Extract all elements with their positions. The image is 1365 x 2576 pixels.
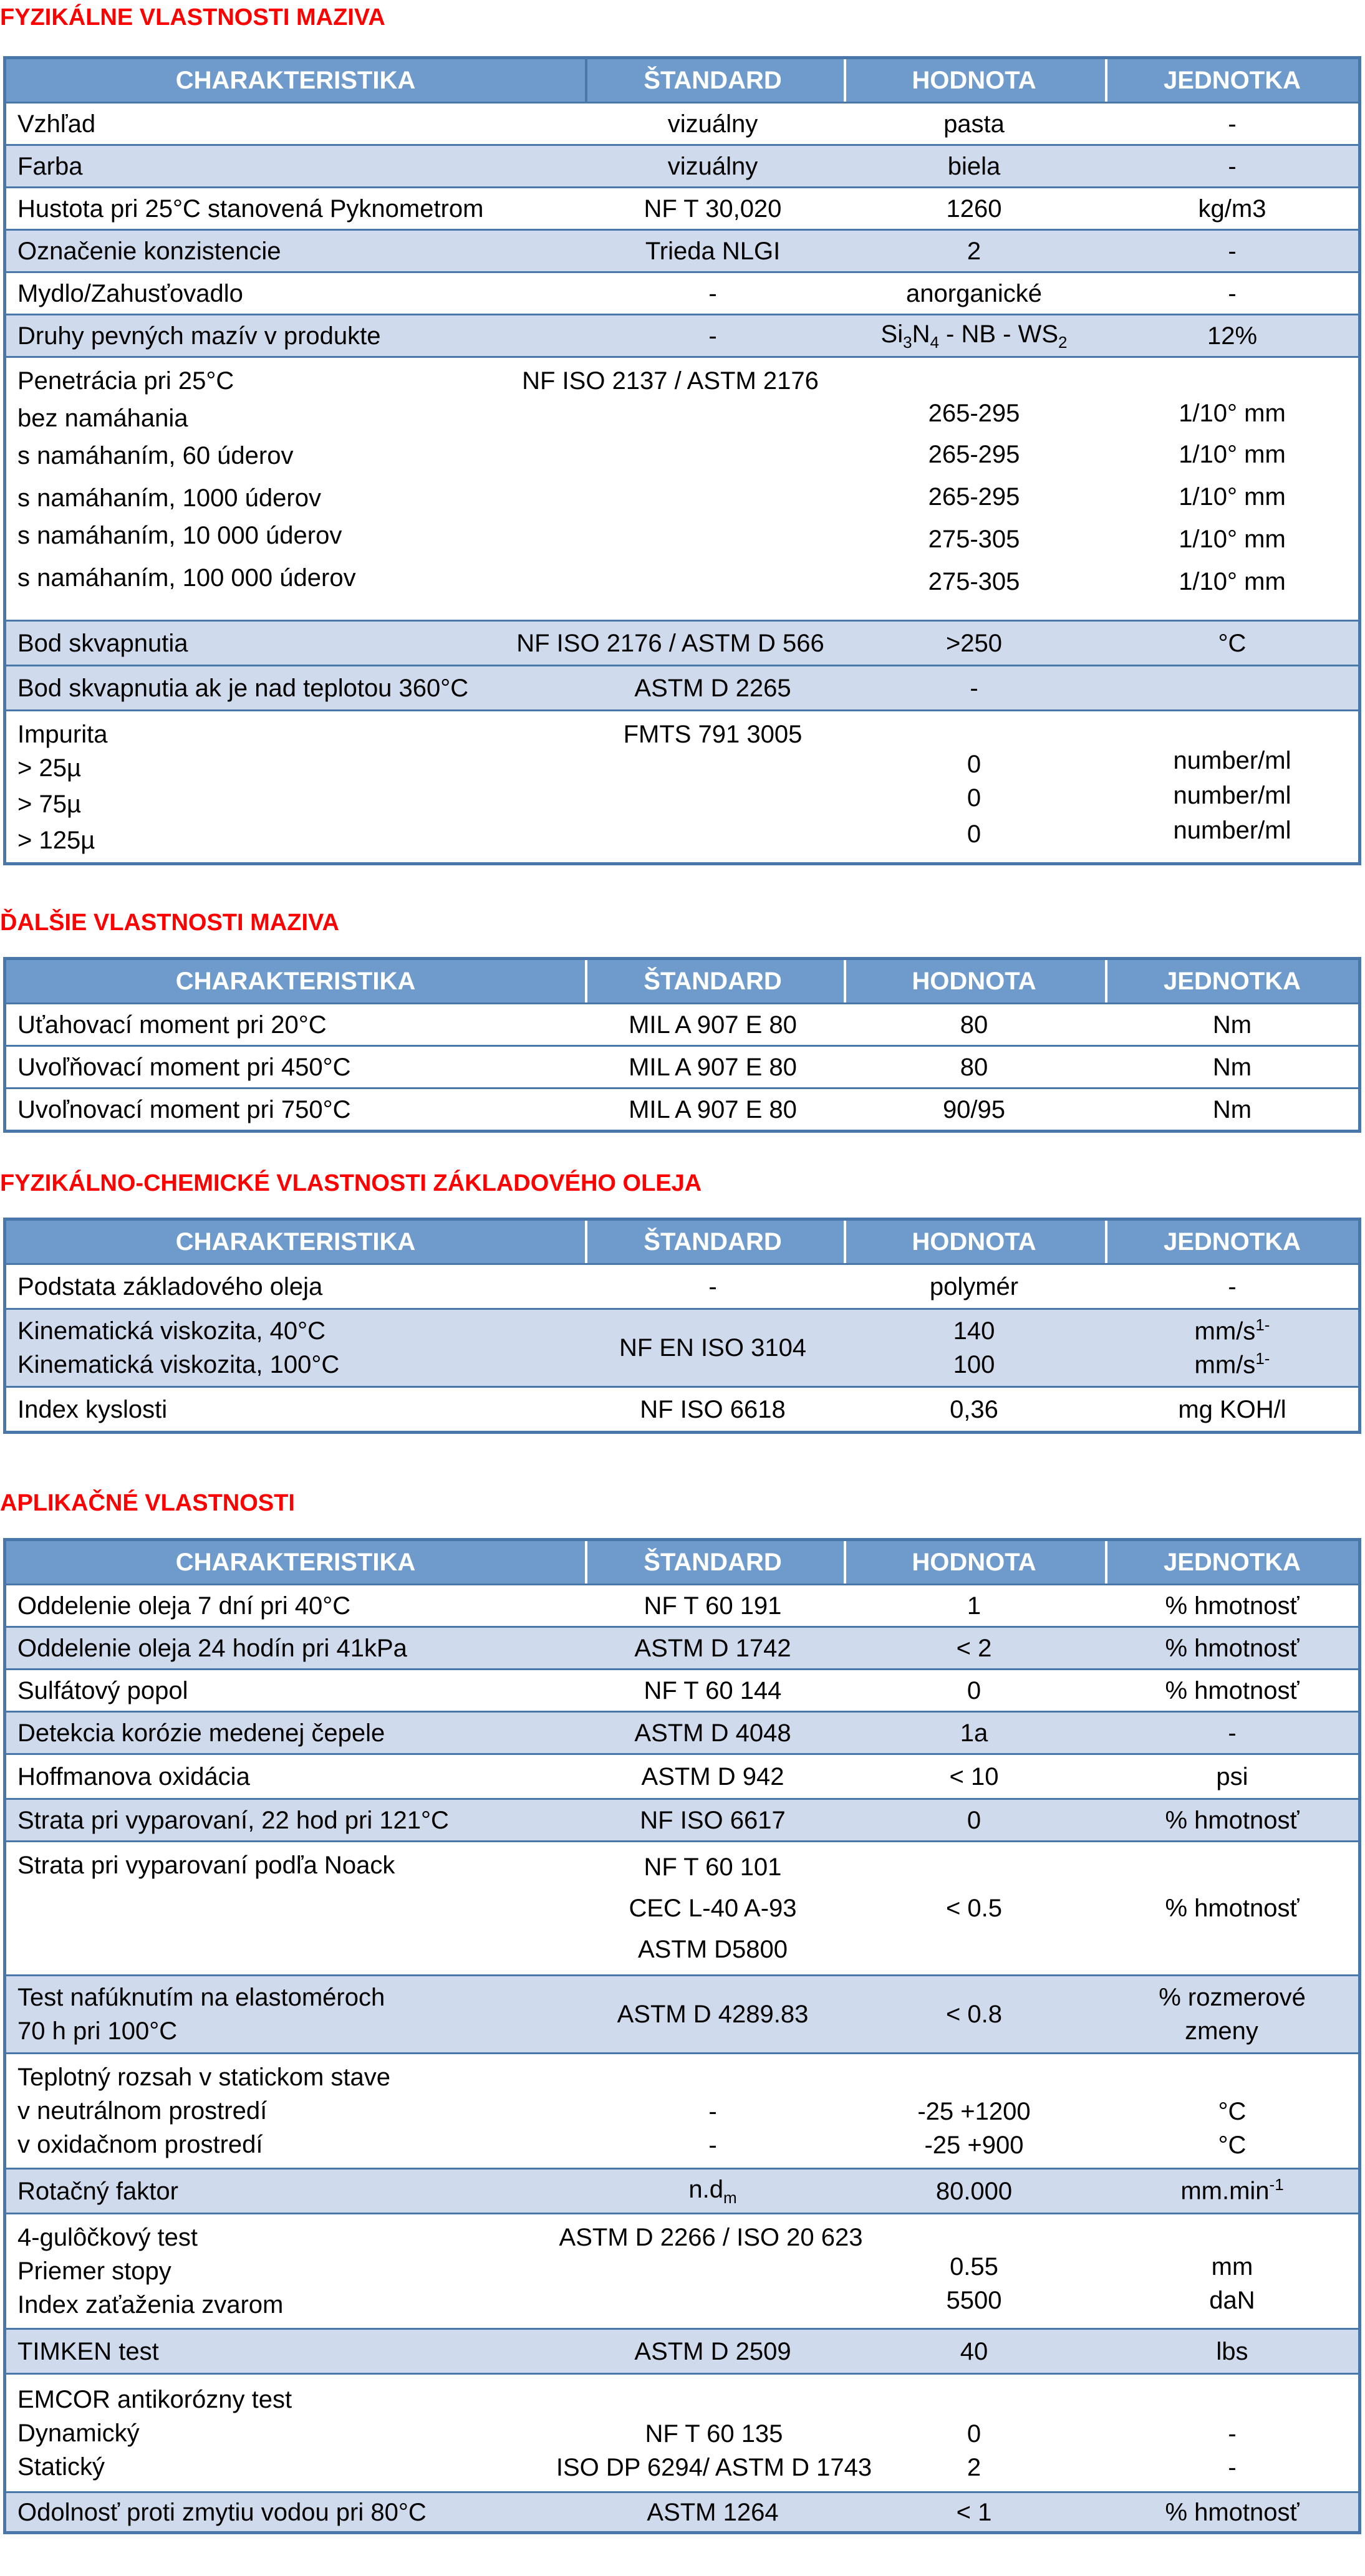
cell-characteristic: Strata pri vyparovaní podľa Noack (17, 1852, 395, 1879)
section-title-physical: FYZIKÁLNE VLASTNOSTI MAZIVA (0, 4, 385, 31)
cell-standard: - (708, 279, 717, 307)
header-value: HODNOTA (912, 968, 1036, 995)
table-row (6, 709, 1358, 862)
table-row (6, 1584, 1358, 1626)
cell-characteristic: Penetrácia pri 25°C bez namáhania s namáhaním, 60 úderov s namáhaním, 1000 úderov s namáhaním, 10 000 úderov s namáhaním, 100 000 úderov (17, 367, 356, 592)
cell-value: < 0.8 (945, 2001, 1003, 2028)
table-row (6, 620, 1358, 665)
cell-standard: - - (708, 2098, 717, 2159)
table-row (6, 1626, 1358, 1668)
table-row (6, 1798, 1358, 1840)
cell-characteristic: Podstata základového oleja (17, 1272, 323, 1300)
table-row (6, 1087, 1358, 1130)
cell-standard: ASTM D 942 (641, 1762, 784, 1790)
table-header (6, 1221, 1358, 1263)
table-row (6, 1668, 1358, 1711)
cell-standard: Trieda NLGI (645, 237, 781, 265)
cell-standard: NF T 60 144 (644, 1676, 782, 1704)
cell-value: < 1 (956, 2498, 992, 2526)
cell-unit: - (1228, 110, 1237, 138)
cell-unit: % hmotnosť (1165, 1806, 1300, 1834)
cell-characteristic: Strata pri vyparovaní, 22 hod pri 121°C (17, 1806, 449, 1834)
cell-unit: % rozmerové zmeny (1159, 1984, 1306, 2045)
section-title-base-oil: FYZIKÁLNO-CHEMICKÉ VLASTNOSTI ZÁKLADOVÉHO OLEJA (0, 1170, 702, 1196)
cell-standard: vizuálny (667, 110, 758, 138)
cell-value: < 10 (949, 1762, 999, 1790)
table-row (6, 314, 1358, 356)
cell-characteristic: Oddelenie oleja 7 dní pri 40°C (17, 1592, 351, 1620)
table-row (6, 2168, 1358, 2213)
cell-value: -25 +1200 -25 +900 (917, 2098, 1031, 2159)
cell-value: biela (947, 152, 1001, 180)
cell-value: 80 (960, 1011, 988, 1039)
table-row (6, 229, 1358, 271)
cell-unit: Nm (1212, 1011, 1252, 1039)
cell-characteristic: Bod skvapnutia ak je nad teplotou 360°C (17, 674, 469, 702)
cell-value: 80.000 (935, 2177, 1013, 2205)
cell-unit: - (1228, 279, 1237, 307)
cell-characteristic: Index kyslosti (17, 1395, 168, 1423)
cell-characteristic: Vzhľad (17, 110, 96, 138)
header-characteristic: CHARAKTERISTIKA (175, 968, 416, 995)
header-characteristic: CHARAKTERISTIKA (175, 67, 416, 94)
table-row (6, 1974, 1358, 2052)
cell-unit: number/ml number/ml number/ml (1173, 747, 1291, 844)
cell-characteristic: Teplotný rozsah v statickom stave v neutrálnom prostredí v oxidačnom prostredí (17, 2064, 391, 2158)
cell-characteristic: Sulfátový popol (17, 1676, 188, 1704)
table-physical (3, 56, 1361, 865)
cell-unit-rotation-factor: $mm.\min^{-1}$ (1180, 2175, 1284, 2205)
cell-value: pasta (943, 110, 1005, 138)
cell-standard: MIL A 907 E 80 (629, 1011, 797, 1039)
cell-characteristic: Hustota pri 25°C stanovená Pyknometrom (17, 195, 484, 223)
cell-value: < 2 (956, 1634, 992, 1662)
cell-value: 265-295 265-295 265-295 275-305 275-305 (928, 400, 1020, 595)
table-row (6, 1711, 1358, 1753)
cell-unit: 1/10° mm 1/10° mm 1/10° mm 1/10° mm 1/10° mm (1179, 400, 1286, 595)
header-value: HODNOTA (912, 1549, 1036, 1576)
cell-unit: °C °C (1218, 2098, 1247, 2159)
cell-characteristic: Druhy pevných mazív v produkte (17, 322, 381, 350)
cell-unit: $mm/s^{1-}$ $mm/s^{1-}$ (1194, 1315, 1270, 1379)
cell-unit: Nm (1212, 1095, 1252, 1123)
cell-value: 0 2 (967, 2420, 982, 2481)
cell-characteristic: Uťahovací moment pri 20°C (17, 1011, 327, 1039)
table-row (6, 1753, 1358, 1798)
cell-standard: - (708, 322, 717, 350)
header-unit: JEDNOTKA (1163, 1228, 1301, 1256)
cell-unit: % hmotnosť (1165, 1634, 1300, 1662)
cell-standard: NF ISO 6618 (640, 1395, 786, 1423)
header-value: HODNOTA (912, 1228, 1036, 1256)
cell-value: < 0.5 (945, 1895, 1003, 1922)
cell-unit: °C (1218, 629, 1247, 657)
cell-unit: mg KOH/l (1178, 1395, 1286, 1423)
cell-standard: ASTM D 1742 (634, 1634, 791, 1662)
cell-standard: NF ISO 2176 / ASTM D 566 (516, 629, 824, 657)
cell-characteristic: Hoffmanova oxidácia (17, 1762, 250, 1790)
cell-unit: 12% (1207, 322, 1258, 350)
table-row (6, 271, 1358, 314)
cell-characteristic: Test nafúknutím na elastoméroch 70 h pri 100°C (17, 1984, 385, 2045)
header-characteristic: CHARAKTERISTIKA (175, 1228, 416, 1256)
header-standard: ŠTANDARD (644, 1549, 782, 1576)
cell-unit: - (1228, 152, 1237, 180)
cell-unit (1107, 666, 1357, 709)
cell-value: 0.55 5500 (946, 2253, 1002, 2314)
cell-characteristic: TIMKEN test (17, 2337, 159, 2365)
table-row (6, 356, 1358, 620)
cell-unit: mm daN (1209, 2253, 1255, 2314)
section-title-application: APLIKAČNÉ VLASTNOSTI (0, 1490, 295, 1516)
cell-unit: % hmotnosť (1165, 1592, 1300, 1620)
cell-value: - (970, 674, 978, 702)
table-row (6, 1045, 1358, 1087)
cell-unit: kg/m3 (1198, 195, 1266, 223)
cell-unit: % hmotnosť (1165, 1895, 1300, 1922)
cell-unit: - - (1228, 2420, 1237, 2481)
table-row (6, 1263, 1358, 1308)
cell-standard: MIL A 907 E 80 (629, 1095, 797, 1123)
cell-value: 1 (967, 1592, 982, 1620)
cell-standard: NF ISO 2137 / ASTM 2176 (522, 367, 819, 395)
table-header (6, 59, 1358, 102)
table-row (6, 2213, 1358, 2328)
cell-standard: NF T 30,020 (644, 195, 782, 223)
cell-standard: MIL A 907 E 80 (629, 1053, 797, 1081)
table-row (6, 1840, 1358, 1974)
header-standard: ŠTANDARD (644, 67, 782, 94)
cell-value: 0 0 0 (967, 751, 982, 848)
table-application (3, 1538, 1361, 2534)
cell-standard: - (708, 1272, 717, 1300)
header-standard: ŠTANDARD (644, 1228, 782, 1256)
cell-standard: NF T 60 191 (644, 1592, 782, 1620)
table-header (6, 1541, 1358, 1584)
table-row (6, 2373, 1358, 2491)
cell-characteristic: Impurita > 25µ > 75µ > 125µ (17, 721, 108, 854)
cell-standard: NF EN ISO 3104 (619, 1334, 807, 1362)
cell-unit: lbs (1216, 2337, 1248, 2365)
cell-characteristic: Odolnosť proti zmytiu vodou pri 80°C (17, 2498, 427, 2526)
cell-value: 1a (960, 1719, 988, 1747)
section-title-other: ĎALŠIE VLASTNOSTI MAZIVA (0, 910, 339, 936)
header-unit: JEDNOTKA (1163, 1549, 1301, 1576)
cell-characteristic: EMCOR antikorózny test Dynamický Statický (17, 2385, 292, 2481)
cell-value: 0 (967, 1676, 982, 1704)
header-characteristic: CHARAKTERISTIKA (175, 1549, 416, 1576)
cell-value-solid-lubricants: $Si_3N_4$ - NB - $WS_2$ (880, 320, 1068, 352)
table-row (6, 2491, 1358, 2531)
cell-value: 40 (960, 2337, 988, 2365)
cell-standard: ASTM D 2265 (634, 674, 791, 702)
cell-value: 1260 (946, 195, 1002, 223)
cell-standard: ASTM D 4289.83 (617, 2001, 809, 2028)
cell-value: 80 (960, 1053, 988, 1081)
cell-unit: - (1228, 1272, 1237, 1300)
cell-standard-rotation-factor: $n.d_m$ (688, 2176, 737, 2208)
table-row (6, 2052, 1358, 2168)
cell-characteristic: Farba (17, 152, 83, 180)
cell-characteristic: Detekcia korózie medenej čepele (17, 1719, 385, 1747)
cell-characteristic: Uvoľnovací moment pri 750°C (17, 1095, 351, 1123)
header-unit: JEDNOTKA (1163, 968, 1301, 995)
table-other (3, 957, 1361, 1133)
table-header (6, 960, 1358, 1002)
cell-characteristic: Kinematická viskozita, 40°C Kinematická viskozita, 100°C (17, 1317, 340, 1378)
header-standard: ŠTANDARD (644, 968, 782, 995)
cell-standard: FMTS 791 3005 (623, 721, 803, 748)
cell-standard: ASTM D 2266 / ISO 20 623 (559, 2224, 863, 2251)
cell-unit: - (1228, 237, 1237, 265)
cell-standard: NF T 60 135 ISO DP 6294/ ASTM D 1743 (556, 2420, 872, 2481)
cell-unit: - (1228, 1719, 1237, 1747)
cell-unit: Nm (1212, 1053, 1252, 1081)
table-row (6, 102, 1358, 144)
cell-value: anorganické (906, 279, 1042, 307)
table-row (6, 1308, 1358, 1386)
cell-standard: ASTM 1264 (647, 2498, 779, 2526)
cell-characteristic: Oddelenie oleja 24 hodín pri 41kPa (17, 1634, 407, 1662)
cell-characteristic: Mydlo/Zahusťovadlo (17, 279, 243, 307)
header-value: HODNOTA (912, 67, 1036, 94)
cell-value: >250 (945, 629, 1003, 657)
table-row (6, 1386, 1358, 1431)
cell-characteristic: Označenie konzistencie (17, 237, 281, 265)
cell-value: 2 (967, 237, 982, 265)
cell-characteristic: Bod skvapnutia (17, 629, 188, 657)
table-row (6, 2328, 1358, 2373)
cell-standard: vizuálny (667, 152, 758, 180)
cell-characteristic: Rotačný faktor (17, 2177, 178, 2205)
cell-standard: NF T 60 101 CEC L-40 A-93 ASTM D5800 (629, 1853, 797, 1963)
table-base-oil (3, 1218, 1361, 1434)
cell-standard: ASTM D 2509 (634, 2337, 791, 2365)
table-row (6, 186, 1358, 229)
table-row (6, 665, 1358, 709)
table-row (6, 1002, 1358, 1045)
cell-value: 140 100 (953, 1317, 995, 1378)
cell-value: polymér (929, 1272, 1019, 1300)
header-unit: JEDNOTKA (1163, 67, 1301, 94)
cell-value: 0 (967, 1806, 982, 1834)
cell-standard: NF ISO 6617 (640, 1806, 786, 1834)
cell-value: 0,36 (950, 1395, 998, 1423)
cell-characteristic: Uvoľňovací moment pri 450°C (17, 1053, 351, 1081)
table-row (6, 144, 1358, 186)
cell-characteristic: 4-gulôčkový test Priemer stopy Index zaťaženia zvarom (17, 2224, 284, 2319)
cell-unit: % hmotnosť (1165, 1676, 1300, 1704)
cell-value: 90/95 (942, 1095, 1006, 1123)
cell-unit: % hmotnosť (1165, 2498, 1300, 2526)
cell-standard: ASTM D 4048 (634, 1719, 791, 1747)
cell-unit: psi (1216, 1762, 1248, 1790)
